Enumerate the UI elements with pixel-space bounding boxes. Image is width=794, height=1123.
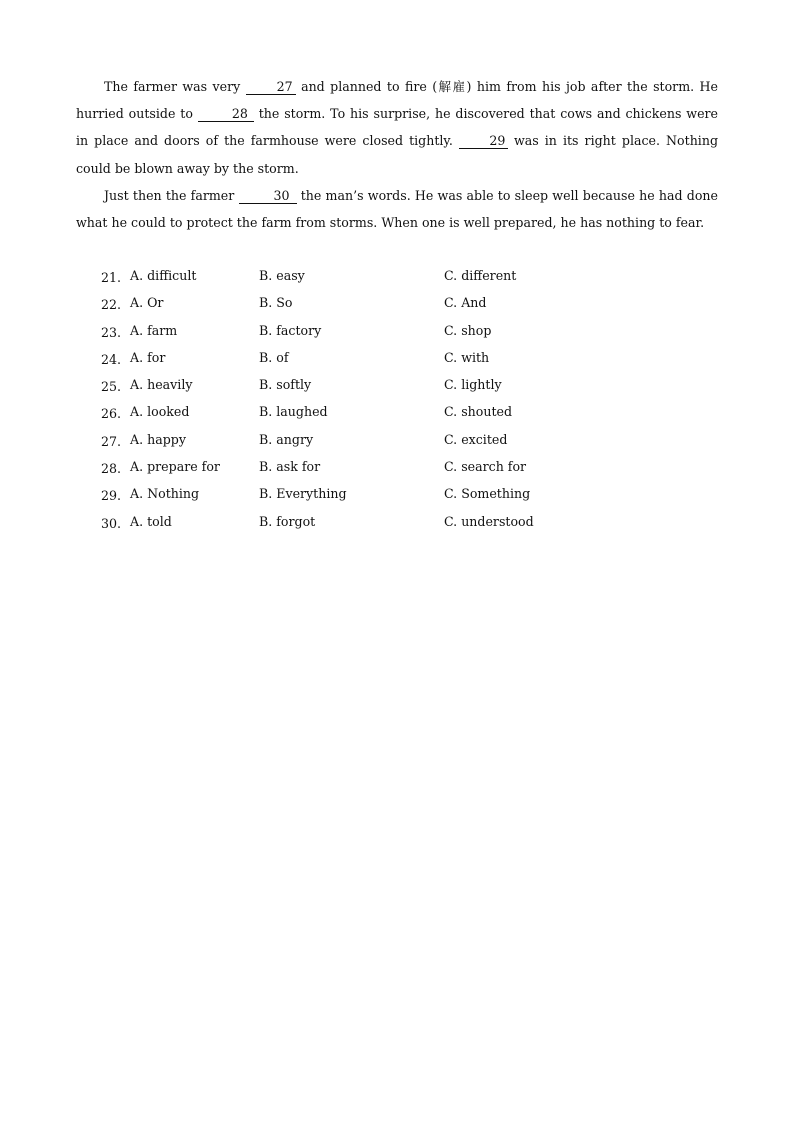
blank-29: 29	[459, 133, 508, 149]
question-row	[101, 453, 701, 480]
question-number: 21.	[101, 270, 122, 285]
option-c: C. shop	[444, 322, 492, 338]
option-a: A. farm	[130, 322, 178, 338]
option-c: C. Something	[444, 486, 531, 502]
option-c: C. search for	[444, 459, 527, 475]
option-a: A. for	[130, 349, 166, 365]
option-c: C. with	[444, 349, 490, 365]
question-row	[101, 426, 701, 453]
passage-text: the storm. To his surprise, he discovered that cows and chickens were in place and doors of the farmhouse were closed tightly.	[76, 106, 718, 149]
question-row	[101, 289, 701, 316]
option-b: B. forgot	[259, 513, 316, 529]
question-number: 26.	[101, 406, 122, 422]
option-c: C. excited	[444, 431, 508, 447]
option-a: A. Nothing	[130, 486, 200, 502]
question-number: 29.	[101, 488, 122, 504]
option-b: B. laughed	[259, 404, 328, 420]
option-a: A. looked	[130, 404, 190, 420]
option-c: C. shouted	[444, 404, 513, 420]
option-a: A. prepare for	[130, 459, 220, 475]
option-b: B. easy	[259, 268, 305, 283]
question-row	[101, 317, 701, 344]
option-c: C. different	[444, 268, 517, 283]
passage-text: The farmer was very	[104, 79, 246, 94]
option-b: B. of	[259, 349, 289, 365]
option-a: A. heavily	[130, 377, 193, 393]
option-c: C. understood	[444, 513, 534, 529]
option-a: A. happy	[130, 431, 186, 447]
option-a: A. Or	[130, 295, 164, 311]
blank-30: 30	[239, 188, 297, 204]
passage-text: the man’s words. He was able to sleep well because he had done what he could to protect the farm from storms. When one is well prepared, he has nothing to fear.	[76, 187, 718, 231]
passage-text: was in its right place. Nothing could be blown away by the storm.	[76, 133, 719, 176]
option-a: A. told	[130, 513, 172, 529]
question-number: 27.	[101, 433, 122, 449]
passage-paragraph-1	[76, 73, 718, 182]
question-number: 30.	[101, 515, 122, 531]
passage-text: Just then the farmer	[104, 187, 239, 203]
question-row	[101, 371, 701, 398]
cloze-passage	[76, 73, 718, 236]
option-b: B. angry	[259, 431, 314, 447]
answer-options	[101, 262, 701, 535]
option-a: A. difficult	[130, 268, 197, 283]
option-b: B. ask for	[259, 459, 321, 475]
option-c: C. And	[444, 295, 487, 311]
question-row	[101, 344, 701, 371]
blank-27: 27	[246, 79, 296, 95]
question-number: 22.	[101, 297, 122, 313]
option-b: B. Everything	[259, 486, 347, 502]
option-c: C. lightly	[444, 377, 502, 393]
question-row	[101, 398, 701, 425]
question-row	[101, 508, 701, 535]
option-b: B. factory	[259, 322, 322, 338]
question-row	[101, 262, 701, 289]
passage-paragraph-2	[76, 182, 718, 236]
option-b: B. softly	[259, 377, 312, 393]
passage-text: and planned to fire (解雇) him from his job after the storm. He hurried outside to	[76, 79, 718, 122]
question-number: 28.	[101, 461, 122, 477]
question-number: 23.	[101, 324, 122, 340]
option-b: B. So	[259, 295, 293, 311]
question-number: 24.	[101, 351, 122, 367]
question-number: 25.	[101, 379, 122, 395]
question-row	[101, 480, 701, 507]
blank-28: 28	[198, 106, 254, 122]
